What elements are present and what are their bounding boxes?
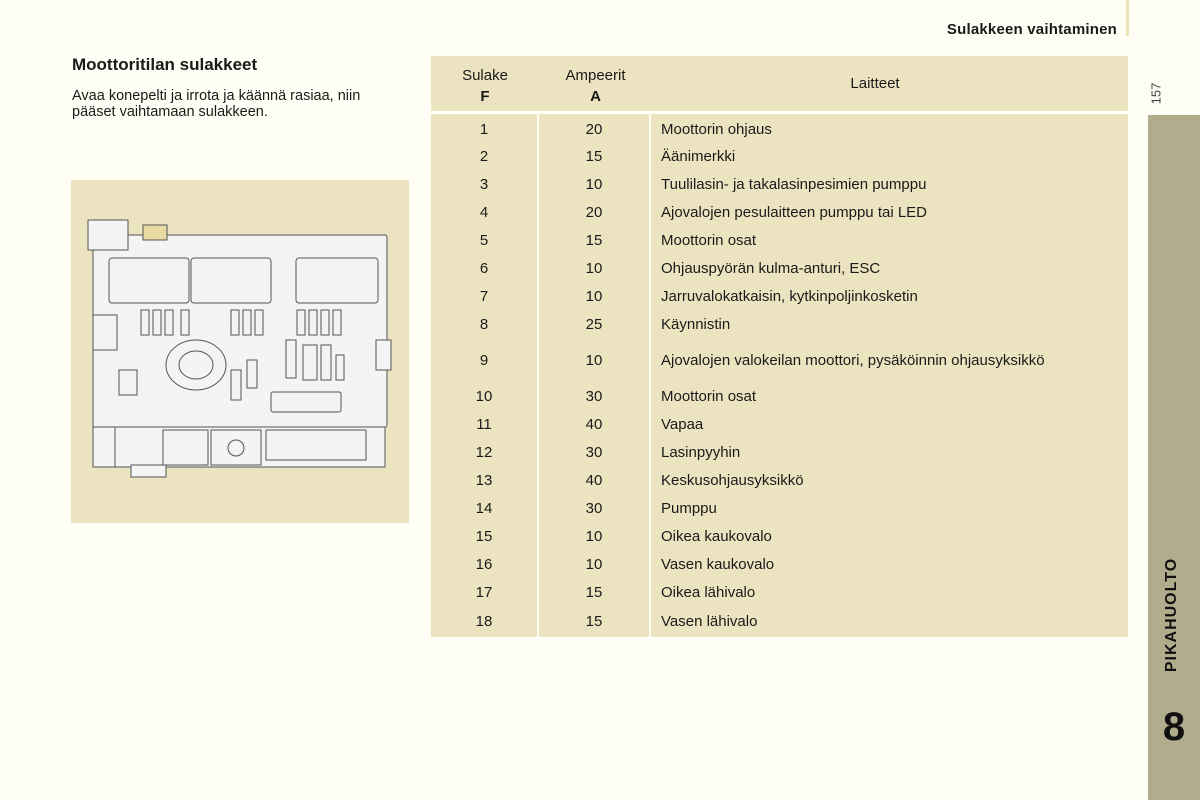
amperage-cell: 10 <box>539 170 649 198</box>
device-cell: Äänimerkki <box>651 142 1128 170</box>
amperage-cell: 30 <box>539 382 649 410</box>
fuse-number-cell: 14 <box>431 494 537 522</box>
table-row <box>431 254 1128 282</box>
amperage-cell: 10 <box>539 522 649 550</box>
chapter-number: 8 <box>1162 705 1186 749</box>
device-cell: Tuulilasin- ja takalasinpesimien pumppu <box>651 170 1128 198</box>
page-header-title: Sulakkeen vaihtaminen <box>946 21 1117 38</box>
fuse-number-cell: 3 <box>431 170 537 198</box>
table-row <box>431 438 1128 466</box>
device-cell: Jarruvalokatkaisin, kytkinpoljinkosketin <box>651 282 1128 310</box>
device-cell: Ajovalojen pesulaitteen pumppu tai LED <box>651 198 1128 226</box>
amperage-cell: 20 <box>539 114 649 142</box>
device-cell: Vapaa <box>651 410 1128 438</box>
device-cell: Oikea lähivalo <box>651 578 1128 606</box>
amperage-cell: 10 <box>539 254 649 282</box>
amperage-cell: 15 <box>539 142 649 170</box>
table-row <box>431 494 1128 522</box>
amperage-cell: 10 <box>539 282 649 310</box>
fuse-box-diagram-icon <box>71 180 409 523</box>
fuse-number-cell: 1 <box>431 114 537 142</box>
table-row <box>431 198 1128 226</box>
chapter-side-strip <box>1148 115 1200 800</box>
table-row <box>431 226 1128 254</box>
table-header <box>431 56 1128 111</box>
fuse-number-cell: 5 <box>431 226 537 254</box>
column-header-amp-letter: A <box>590 88 601 105</box>
table-row <box>431 382 1128 410</box>
fuse-number-cell: 6 <box>431 254 537 282</box>
fuse-number-cell: 4 <box>431 198 537 226</box>
fuse-number-cell: 15 <box>431 522 537 550</box>
fuse-number-cell: 8 <box>431 310 537 338</box>
fuse-table <box>431 56 1128 637</box>
fuse-box-illustration <box>71 180 409 523</box>
table-row <box>431 338 1128 382</box>
device-cell: Vasen lähivalo <box>651 606 1128 637</box>
device-cell: Moottorin ohjaus <box>651 114 1128 142</box>
page-number-text: 157 <box>1148 82 1164 105</box>
amperage-cell: 15 <box>539 578 649 606</box>
table-row <box>431 282 1128 310</box>
table-row <box>431 142 1128 170</box>
fuse-number-cell: 16 <box>431 550 537 578</box>
column-header-fuse <box>431 56 539 111</box>
column-header-fuse-letter: F <box>480 88 490 105</box>
fuse-number-cell: 17 <box>431 578 537 606</box>
amperage-cell: 10 <box>539 338 649 382</box>
header-rule <box>1126 0 1129 36</box>
device-cell: Pumppu <box>651 494 1128 522</box>
device-cell: Käynnistin <box>651 310 1128 338</box>
column-header-fuse-label: Sulake <box>462 67 508 84</box>
amperage-cell: 40 <box>539 466 649 494</box>
section-title: Moottoritilan sulakkeet <box>72 55 258 74</box>
amperage-cell: 30 <box>539 438 649 466</box>
device-cell: Ajovalojen valokeilan moottori, pysäköinnin ohjausyksikkö <box>651 338 1128 382</box>
amperage-cell: 20 <box>539 198 649 226</box>
fuse-number-cell: 12 <box>431 438 537 466</box>
table-row <box>431 114 1128 142</box>
table-row <box>431 410 1128 438</box>
column-header-amp <box>539 56 652 111</box>
amperage-cell: 40 <box>539 410 649 438</box>
table-row <box>431 522 1128 550</box>
table-body <box>431 114 1128 637</box>
table-row <box>431 606 1128 637</box>
table-row <box>431 578 1128 606</box>
amperage-cell: 15 <box>539 226 649 254</box>
device-cell: Ohjauspyörän kulma-anturi, ESC <box>651 254 1128 282</box>
fuse-number-cell: 13 <box>431 466 537 494</box>
fuse-number-cell: 11 <box>431 410 537 438</box>
device-cell: Moottorin osat <box>651 226 1128 254</box>
fuse-number-cell: 2 <box>431 142 537 170</box>
fuse-number-cell: 18 <box>431 606 537 637</box>
device-cell: Vasen kaukovalo <box>651 550 1128 578</box>
device-cell: Keskusohjausyksikkö <box>651 466 1128 494</box>
device-cell: Oikea kaukovalo <box>651 522 1128 550</box>
table-row <box>431 466 1128 494</box>
amperage-cell: 10 <box>539 550 649 578</box>
fuse-number-cell: 7 <box>431 282 537 310</box>
amperage-cell: 30 <box>539 494 649 522</box>
page-number <box>1146 70 1166 110</box>
column-header-amp-label: Ampeerit <box>565 67 626 84</box>
table-row <box>431 170 1128 198</box>
column-header-device: Laitteet <box>850 75 900 92</box>
fuse-number-cell: 10 <box>431 382 537 410</box>
table-row <box>431 310 1128 338</box>
device-cell: Moottorin osat <box>651 382 1128 410</box>
device-cell: Lasinpyyhin <box>651 438 1128 466</box>
table-row <box>431 550 1128 578</box>
section-description: Avaa konepelti ja irrota ja käännä rasiaa, niin pääset vaihtamaan sulakkeen. <box>72 88 361 120</box>
amperage-cell: 15 <box>539 606 649 637</box>
fuse-number-cell: 9 <box>431 338 537 382</box>
amperage-cell: 25 <box>539 310 649 338</box>
chapter-section-label: PIKAHUOLTO <box>1163 557 1180 673</box>
